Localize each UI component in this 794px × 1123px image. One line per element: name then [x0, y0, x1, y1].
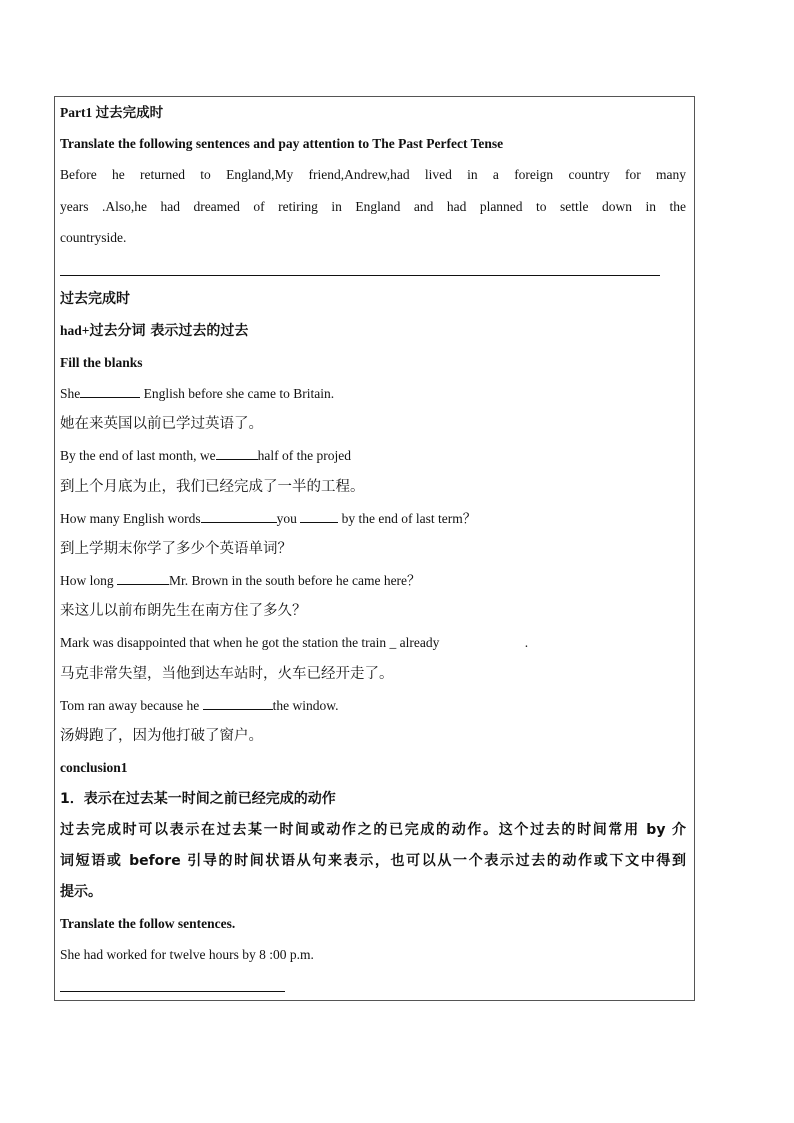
exercise-5-part-b: .	[524, 635, 529, 650]
blank-1	[80, 385, 140, 398]
exercise-6-part-b: the window.	[272, 698, 339, 713]
exercise-3-part-c: by the end of last term？	[341, 511, 477, 526]
translate-title: Translate the follow sentences.	[60, 916, 236, 931]
exercise-3-part-b: you	[276, 511, 297, 526]
grammar-title: 过去完成时	[60, 291, 130, 307]
exercise-4	[60, 572, 421, 590]
exercise-1-part-b: English before she came to Britain.	[143, 386, 335, 401]
exercise-3-translation: 到上学期末你学了多少个英语单词？	[60, 541, 292, 557]
passage-line-1: Before he returned to England,My friend,Andrew,had lived in a foreign country for many	[60, 167, 686, 182]
exercise-6-part-a: Tom ran away because he	[60, 698, 200, 713]
exercise-4-part-a: How long	[60, 573, 114, 588]
fill-title: Fill the blanks	[60, 355, 143, 370]
conclusion-para-line-2: 词短语或 before 引导的时间状语从句来表示，也可以从一个表示过去的动作或下文中得到	[60, 853, 686, 869]
rule-text: 过去分词 表示过去的过去	[89, 323, 249, 339]
exercise-1	[60, 385, 334, 403]
blank-4	[117, 572, 169, 585]
conclusion-para-line-3: 提示。	[60, 884, 102, 900]
conclusion-para-line-1: 过去完成时可以表示在过去某一时间或动作之的已完成的动作。这个过去的时间常用 by 介	[60, 822, 686, 838]
exercise-2-translation: 到上个月底为止，我们已经完成了一半的工程。	[60, 479, 365, 495]
exercise-5-translation: 马克非常失望，当他到达车站时，火车已经开走了。	[60, 666, 394, 682]
exercise-4-translation: 来这儿以前布朗先生在南方住了多久？	[60, 603, 307, 619]
blank-6	[203, 697, 273, 710]
answer-line	[60, 275, 660, 276]
part1-heading: Part1 过去完成时	[60, 105, 164, 120]
exercise-2	[60, 447, 351, 465]
exercise-3-part-a: How many English words	[60, 511, 201, 526]
exercise-2-part-b: half of the projed	[257, 448, 351, 463]
exercise-4-part-b: Mr. Brown in the south before he came here？	[169, 573, 421, 588]
exercise-5	[60, 634, 528, 652]
example-sentence: She had worked for twelve hours by 8 :00 p.m.	[60, 947, 314, 962]
exercise-1-translation: 她在来英国以前已学过英语了。	[60, 416, 263, 432]
exercise-6-translation: 汤姆跑了，因为他打破了窗户。	[60, 728, 263, 744]
blank-3b	[300, 510, 338, 523]
passage-line-3: countryside.	[60, 230, 127, 245]
blank-2	[216, 447, 258, 460]
blank-3a	[201, 510, 277, 523]
rule-prefix: had+	[60, 323, 90, 338]
exercise-3	[60, 510, 476, 528]
answer-line-2	[60, 991, 285, 992]
exercise-6	[60, 697, 339, 715]
exercise-2-part-a: By the end of last month, we	[60, 448, 216, 463]
grammar-rule	[60, 322, 248, 340]
part1-instruction: Translate the following sentences and pay attention to The Past Perfect Tense	[60, 136, 504, 151]
passage-line-2: years .Also,he had dreamed of retiring in England and had planned to settle down in the	[60, 199, 686, 214]
exercise-1-part-a: She	[60, 386, 81, 401]
conclusion-point-1: 1．表示在过去某一时间之前已经完成的动作	[60, 791, 336, 807]
conclusion-title: conclusion1	[60, 760, 128, 775]
exercise-5-part-a: Mark was disappointed that when he got the station the train _ already	[60, 635, 440, 650]
